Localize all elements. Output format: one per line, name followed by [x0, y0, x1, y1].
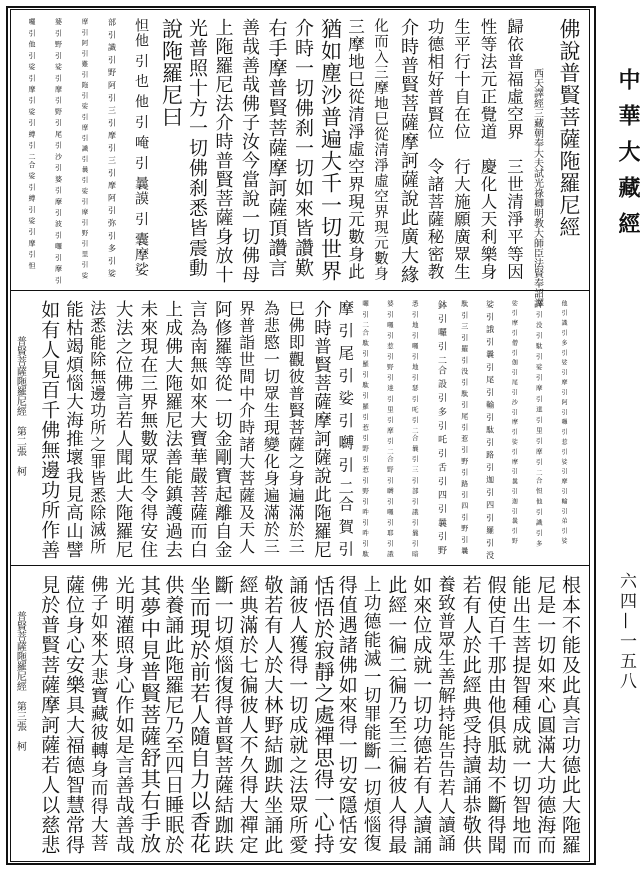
panel3-column-3: 能出生菩提智種成就一切智地而 [509, 575, 532, 855]
panel2-column-19: 大法之位佛言若人聞此大陁羅尼 [113, 300, 134, 559]
panel2-column-6: 鉢 引 囉 引 二合 設 引 多 引 吒 引 舌 引 四 引 曩 引 野 [436, 300, 446, 556]
collection-title: 中華大藏經 [615, 68, 640, 248]
panel1-column-6: 功德相好普賢位 令諸菩薩秘密教 [425, 18, 444, 281]
panel3-column-6: 養致普眾生善解持能告告若人讀誦 [435, 575, 456, 853]
panel2-column-15: 阿修羅等從一切金剛寶起離自金 [212, 300, 233, 559]
panel3-column-13: 敬若有人於大林野結跏趺坐誦此 [261, 575, 284, 855]
panel3-column-16: 坐而現於前若人隨自力以香花 [186, 575, 211, 855]
panel3-column-17: 供養誦此陁羅尼乃至四日睡眠於 [162, 575, 185, 855]
panel3-column-9: 上功德能滅一切罪能斷一切煩惱復 [361, 575, 382, 853]
panel1-column-13: 善哉善哉佛子汝今當說一切佛母 [239, 18, 260, 284]
panel2-column-9: 囉 引 二合 駄 引 羅 引 駄 引 羅 引 惹 引 野 引 惹 引 野 引 吽 引 吽 引 駄 [361, 300, 370, 559]
panel1-column-18: 部 引 識 引 野 阿 引 三 引 摩 引 三 引 摩 阿 引 弥 引 多 引 娑 [107, 18, 117, 278]
panel1-column-17: 怛他 引 也 他 引 唵 引 曩謨 引 囊摩娑 [133, 18, 149, 278]
panel2-column-7: 悉 引 地 引 囉 引 地 引 瑟 引 吒 引 二合 曩 引 三 引 部 引 誐 引 曩 引 暗 [410, 300, 419, 559]
panel2-column-17: 上成佛大陁羅尼法善能鎮護過去 [162, 300, 183, 559]
panel-divider-top [10, 290, 590, 291]
panel1-column-7: 介時普賢菩薩摩訶薩說此廣大緣 [398, 18, 419, 284]
panel2-column-8: 婆 引 囉 引 惹 引 野 引 達 引 里 引 摩 引 二合 野 引 嚩 引 囉 引 耶 引 誐 [385, 300, 394, 559]
panel2-column-20: 法悉能除無邊功所之罪皆悉除滅所 [87, 300, 107, 555]
panel2-column-18: 未來現在三界無數眾生令得安住 [137, 300, 158, 559]
panel2-column-5: 駄 引 三 引 羅 引 没 引 駄 引 尾 引 惹 引 野 引 路 引 四 引 野 引 曩 [460, 300, 469, 555]
panel2-column-21: 能枯竭煩惱大海推壞我見高山譬 [63, 300, 84, 559]
panel2-column-1: 他 引 識 引 多 引 娑 引 摩 引 阿 引 囉 引 惹 引 娑 引 摩 引 輸 引 弟 引 娑 [560, 300, 567, 545]
panel2-column-13: 為悲愍一切眾生現變化身遍滿於三 [261, 300, 281, 555]
text-panel-middle [12, 296, 588, 562]
panel2-column-10: 摩 引 尾 引 娑 引 嚩 引 二合 賀 引 [336, 300, 355, 558]
panel3-column-23: 普賢菩薩陁羅尼經 第三張 柯 [14, 611, 26, 751]
page-number: 六四—一五八 [616, 572, 636, 692]
panel1-column-16: 說陁羅尼曰 [159, 18, 184, 128]
panel1-column-2: 西天譯經三藏朝奉大夫試光祿卿明教大師臣法賢奉詔譯 [531, 68, 543, 308]
panel1-column-20: 婆 引 野 引 娑 引 摩 引 野 引 尾 引 沙 引 婆 引 摩 引 波 引 囉 引 摩 引 [54, 18, 63, 285]
panel3-column-7: 如來位成就一切功德若有人讀誦 [410, 575, 433, 855]
panel1-column-14: 上陁羅尼法介時普賢菩薩身放十 [212, 18, 234, 284]
text-panel-upper [12, 14, 588, 308]
panel3-column-22: 見於普賢菩薩摩訶薩若人以慈悲 [38, 575, 61, 855]
panel3-column-18: 其夢中見普賢菩薩舒其右手放 [136, 575, 161, 855]
panel3-column-14: 經典滿於七徧彼人不久得大禪定 [236, 575, 259, 855]
panel1-column-4: 性等法元正覺道 慶化人天利樂身 [478, 18, 497, 281]
panel1-column-10: 猶如塵沙普遍大千一切世界 [318, 18, 343, 282]
panel3-column-2: 尼是一切如來心圓滿大功德海而 [534, 575, 557, 855]
panel3-column-5: 若有人於此經典受持讀誦恭敬供 [459, 575, 482, 855]
panel3-column-4: 假使百千那由他俱胝劫不斷得聞 [484, 575, 507, 855]
panel1-column-12: 右手摩普賢菩薩摩訶薩頂讚言 [265, 18, 288, 278]
panel2-column-11: 介時普賢菩薩摩訶薩說此陁羅尼 [311, 300, 332, 559]
panel3-column-1: 根本不能及此真言功德此大陁羅 [559, 575, 581, 855]
panel2-column-2: 摩 引 没 引 駄 引 娑 引 摩 引 達 引 里 引 摩 引 二合 怛 他 引 識 引 多 [534, 300, 543, 548]
panel1-column-19: 摩 引 阿 引 難 引 陁 引 娑 引 摩 引 識 引 曩 引 娑 引 摩 引 野 引 里 引 娑 [80, 18, 89, 280]
panel2-column-3: 娑 引 摩 引 僧 引 伽 引 尾 引 沙 引 摩 引 娑 引 摩 引 曩 引 迦 引 曩 引 野 [510, 300, 518, 545]
panel1-column-8: 化而入三摩地巳從清淨虛空界現元數身 [372, 18, 388, 282]
panel2-column-22: 如有人見百千佛無邊功所作善 [38, 300, 61, 560]
panel3-column-21: 薩位身心安樂具大福德智慧常得 [63, 575, 85, 855]
panel3-column-15: 斷一切煩惱復得普賢菩薩結跏趺 [211, 575, 234, 855]
text-panel-lower [12, 571, 588, 859]
panel1-column-21: 囉 引 他 引 娑 引 摩 引 娑 引 縛 引 二合 娑 引 縛 引 娑 引 摩 引 怛 [28, 18, 36, 270]
panel2-column-14: 界普詣世間中介時諸大菩薩及天人 [236, 300, 256, 555]
panel3-column-11: 恬悟於寂靜之處禪思得一心持 [310, 575, 335, 855]
panel1-column-9: 三摩地巳從清淨虛空界現元數身此 [345, 18, 365, 281]
panel3-column-12: 誦彼人獲得一切成就之法眾所愛 [286, 575, 309, 855]
panel2-column-12: 巳佛即觀彼普賢菩薩之身遍滿於三 [286, 300, 306, 555]
panel1-column-5: 生平行十自在位 行大施願廣眾生 [451, 18, 471, 281]
panel3-column-19: 光明灌照身心作如是言善哉善哉 [112, 575, 135, 855]
panel-divider-bottom [10, 565, 590, 566]
panel2-column-16: 言為南無如來大寶華嚴菩薩而白 [187, 300, 208, 559]
panel1-column-3: 歸依普福虛空界 三世清淨平等因 [504, 18, 524, 281]
panel3-column-10: 得值遇諸佛如來得一切安隱恬安 [335, 575, 358, 855]
panel3-column-8: 此經一徧二徧乃至三徧彼人得最 [385, 575, 408, 855]
panel2-column-23: 普賢菩薩陁羅尼經 第二張 柯 [14, 336, 26, 476]
panel2-column-4: 娑 引 誐 引 曩 引 尾 引 輸 引 駄 引 路 引 迦 引 四 引 羅 引 没 [485, 300, 495, 560]
panel1-column-11: 介時一切佛刹一切如來皆讚歎 [292, 18, 314, 278]
panel1-column-15: 光普照十方一切佛刹悉皆震動 [186, 18, 208, 278]
panel1-column-1: 佛說普賢菩薩陁羅尼經 [557, 18, 581, 238]
panel3-column-20: 佛子如來大悲寶藏彼轉身而得大菩 [88, 575, 109, 853]
